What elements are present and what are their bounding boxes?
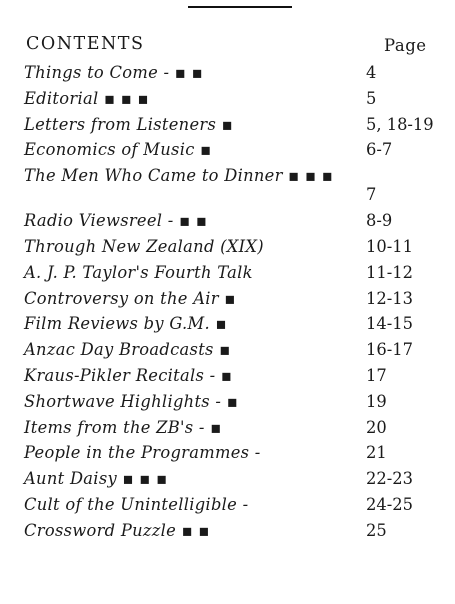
contents-row [24, 208, 444, 234]
entry-title: Cult of the Unintelligible - [24, 494, 249, 514]
entry-page: 17 [366, 365, 387, 385]
contents-row [24, 518, 444, 544]
contents-list [24, 60, 444, 544]
entry-page: 11-12 [366, 262, 413, 282]
entry-title: Things to Come - ▪ ▪ [24, 63, 203, 82]
entry-page: 10-11 [366, 236, 413, 256]
entry-title: Controversy on the Air ▪ [24, 288, 236, 308]
entry-page: 4 [366, 63, 377, 82]
entry-page: 19 [366, 391, 387, 411]
entry-page: 5 [366, 88, 377, 108]
entry-page: 5, 18-19 [366, 114, 434, 134]
contents-row [24, 137, 444, 163]
entry-page: 24-25 [366, 494, 413, 514]
entry-title: The Men Who Came to Dinner ▪ ▪ ▪ [24, 166, 334, 186]
contents-row [24, 363, 444, 389]
entry-title: Aunt Daisy ▪ ▪ ▪ [24, 469, 168, 489]
entry-page: 7 [366, 185, 377, 205]
entry-title: Items from the ZB's - ▪ [24, 417, 222, 437]
contents-row [24, 492, 444, 518]
entry-title: Shortwave Highlights - ▪ [24, 391, 239, 411]
contents-row [24, 286, 444, 312]
contents-row [24, 163, 444, 208]
contents-row [24, 311, 444, 337]
entry-title: Editorial ▪ ▪ ▪ [24, 88, 149, 108]
entry-title: Anzac Day Broadcasts ▪ [24, 340, 231, 360]
contents-row [24, 60, 444, 86]
entry-page: 14-15 [366, 314, 413, 334]
contents-row [24, 260, 444, 286]
contents-row [24, 466, 444, 492]
contents-row [24, 112, 444, 138]
entry-title: Economics of Music ▪ [24, 140, 212, 160]
entry-title: Film Reviews by G.M. ▪ [24, 314, 227, 334]
contents-row [24, 337, 444, 363]
top-rule [188, 6, 292, 8]
contents-row [24, 86, 444, 112]
entry-page: 25 [366, 520, 387, 540]
entry-page: 20 [366, 417, 387, 437]
entry-title: A. J. P. Taylor's Fourth Talk [24, 262, 253, 282]
entry-title: People in the Programmes - [24, 443, 261, 463]
entry-title: Through New Zealand (XIX) [24, 236, 264, 256]
entry-title: Kraus-Pikler Recitals - ▪ [24, 365, 233, 385]
entry-page: 16-17 [366, 340, 413, 360]
page-column-label: Page [384, 36, 427, 55]
contents-row [24, 389, 444, 415]
entry-page: 12-13 [366, 288, 413, 308]
contents-header [26, 34, 436, 58]
contents-title: CONTENTS [26, 34, 145, 54]
entry-title: Crossword Puzzle ▪ ▪ [24, 520, 210, 540]
entry-page: 21 [366, 443, 387, 463]
entry-page: 22-23 [366, 469, 413, 489]
entry-title: Letters from Listeners ▪ [24, 114, 233, 134]
contents-row [24, 415, 444, 441]
contents-row [24, 234, 444, 260]
entry-title: Radio Viewsreel - ▪ ▪ [24, 211, 208, 231]
entry-page: 6-7 [366, 140, 393, 160]
contents-row [24, 440, 444, 466]
entry-page: 8-9 [366, 211, 393, 231]
